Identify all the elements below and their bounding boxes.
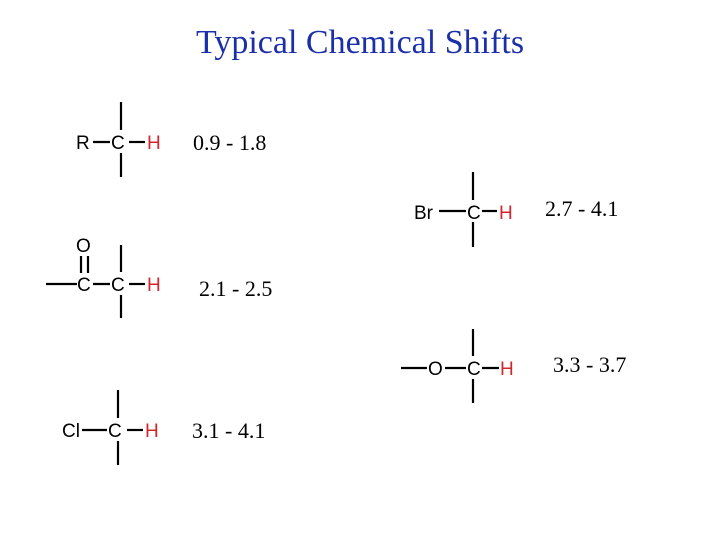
atom-carbon: C xyxy=(467,359,481,380)
atom-hydrogen: H xyxy=(147,275,161,296)
structure-ether xyxy=(401,329,514,403)
shift-range-chloride: 3.1 - 4.1 xyxy=(192,418,266,443)
shift-range-bromide: 2.7 - 4.1 xyxy=(545,196,619,221)
atom-carbon: C xyxy=(111,133,125,154)
atom-oxygen: O xyxy=(76,236,91,257)
shift-range-ether: 3.3 - 3.7 xyxy=(553,352,627,377)
structure-carbonyl xyxy=(46,236,161,318)
structure-chloride xyxy=(62,390,159,465)
atom-carbon: C xyxy=(111,275,125,296)
atom-carbon: C xyxy=(108,421,122,442)
slide-title: Typical Chemical Shifts xyxy=(195,24,525,61)
structure-bromide xyxy=(414,172,513,247)
atom-hydrogen: H xyxy=(499,203,513,224)
atom-carbon: C xyxy=(77,275,91,296)
atom-carbon: C xyxy=(467,203,481,224)
atom-hydrogen: H xyxy=(500,359,514,380)
atom-chlorine: Cl xyxy=(62,421,80,442)
atom-hydrogen: H xyxy=(145,421,159,442)
shift-range-carbonyl: 2.1 - 2.5 xyxy=(199,276,273,301)
atom-bromine: Br xyxy=(414,203,433,224)
structure-alkyl xyxy=(76,102,161,177)
atom-oxygen: O xyxy=(428,359,443,380)
atom-hydrogen: H xyxy=(147,133,161,154)
atom-r: R xyxy=(76,133,90,154)
shift-range-alkyl: 0.9 - 1.8 xyxy=(193,130,267,155)
